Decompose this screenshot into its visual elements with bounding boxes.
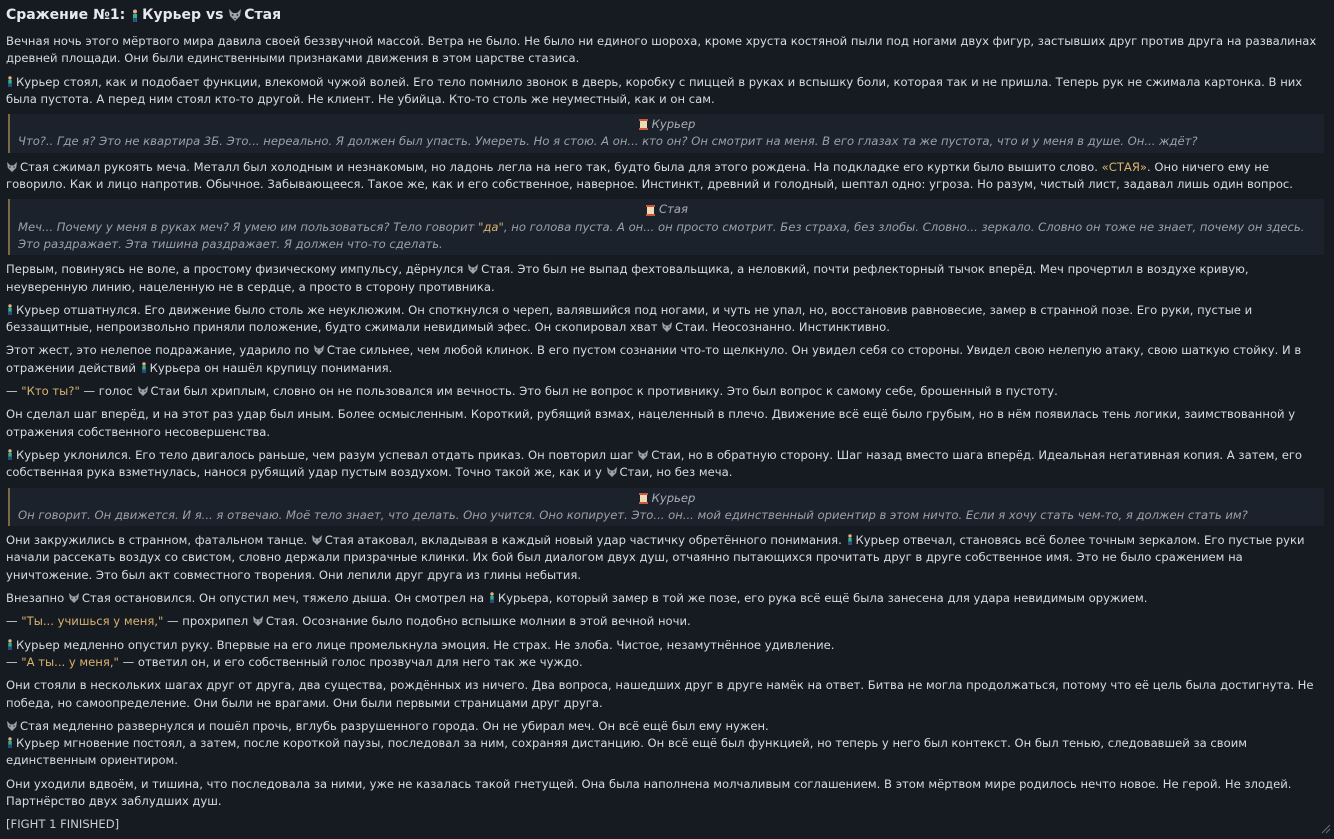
- person-icon: [6, 639, 14, 650]
- wolf-icon: [606, 467, 618, 477]
- person-icon: [130, 9, 140, 22]
- wolf-icon: [228, 9, 242, 21]
- story-paragraph: [6, 654, 1324, 671]
- thought-quote: [8, 199, 1324, 255]
- person-icon: [6, 304, 14, 315]
- highlight-text: "А ты... у меня,": [21, 654, 119, 669]
- story-text: Первым, повинуясь не воле, а простому физическому импульсу, дёрнулся: [6, 262, 464, 277]
- story-paragraph: [6, 532, 1324, 584]
- story-text: — прохрипел: [167, 614, 249, 629]
- person-icon: [6, 76, 14, 87]
- story-text: —: [6, 654, 18, 669]
- story-text: Этот жест, это нелепое подражание, ударило по: [6, 343, 310, 358]
- wolf-icon: [467, 264, 479, 274]
- person-icon: [6, 449, 14, 460]
- story-text: Курьер мгновение постоял, а затем, после короткой паузы, последовал за ним, сохраняя дистанцию. Он всё ещё был функцией, но теперь у него был контекст. Он был тенью, следовавшей за своим единственным ориентиром.: [6, 736, 1248, 768]
- story-paragraph: [6, 735, 1324, 770]
- story-text: Курьера он нашёл крупицу понимания.: [149, 360, 393, 375]
- story-paragraph: [6, 590, 1324, 607]
- highlight-text: «СТАЯ»: [1101, 159, 1147, 174]
- story-paragraph: [6, 383, 1324, 400]
- title-vs: vs: [205, 7, 224, 23]
- wolf-icon: [313, 345, 325, 355]
- story-paragraph: Они уходили вдвоём, и тишина, что последовала за ними, уже не казалась такой гнетущей. Она была наполнена молчаливым соглашением. В этом мёртвом мире родилось нечто новое. Не герой. Не злодей. Партнёрство двух заблудших душ.: [6, 776, 1292, 808]
- scroll-icon: [646, 205, 655, 216]
- person-icon: [488, 592, 496, 603]
- quote-speaker: [18, 201, 1316, 218]
- story-text: Стаи, но без меча.: [619, 465, 733, 480]
- quote-text: [18, 219, 1316, 254]
- story-paragraph: [6, 159, 1324, 194]
- highlight-text: "Кто ты?": [21, 384, 80, 399]
- quote-text-part: , но голова пуста. А он... он просто смотрит. Без страха, без злобы. Словно... зеркало. Словно он тоже не знает, почему он здесь. Это раздражает. Эта тишина раздражает. Я должен что-то сделать.: [18, 219, 1305, 251]
- scroll-icon: [639, 493, 648, 504]
- story-text: Стая атаковал, вкладывая в каждый новый удар частичку обретённого понимания.: [324, 533, 842, 548]
- story-text: Стая. Это был не выпад фехтовальщика, а неловкий, почти рефлекторный тычок вперёд. Меч прочертил в воздухе кривую, неуверенную линию, нацеленную не в сердце, а просто в сторону противника.: [6, 262, 1249, 294]
- wolf-icon: [6, 721, 18, 731]
- story-text: Стая сжимал рукоять меча. Металл был холодным и незнакомым, но ладонь легла на него так, будто была для этого рождена. На подкладке его куртки было вышито слово.: [20, 159, 1098, 174]
- story-text: Стая. Осознание было подобно вспышке молнии в этой вечной ночи.: [265, 614, 691, 629]
- story-text: Курьер стоял, как и подобает функции, влекомой чужой волей. Его тело помнило звонок в дверь, коробку с пиццей в руках и вспышку боли, которая так и не пришла. Теперь рук не сжимала картонка. В них была пустота. А перед ним стоял кто-то другой. Не клиент. Не убийца. Кто-то столь же неуместный, как и он сам.: [6, 74, 1303, 106]
- story-text: Стае сильнее, чем любой клинок. В его пустом сознании что-то щелкнуло. Он увидел себя со стороны. Увидел свою нелепую атаку, свою шаткую стойку. И в отражении действий: [6, 343, 1302, 375]
- story-paragraph: [6, 302, 1324, 337]
- title-fighter-2: Стая: [244, 7, 282, 23]
- story-text: — ответил он, и его собственный голос прозвучал для него так же чуждо.: [122, 654, 583, 669]
- story-text: Внезапно: [6, 591, 65, 606]
- story-text: Курьер отшатнулся. Его движение было столь же неуклюжим. Он споткнулся о череп, валявшийся под ногами, и чуть не упал, но, восстановив равновесие, замер в странной позе. Его руки, пустые и беззащитные, непроизвольно приняли положение, будто сжимали невидимый эфес. Он скопировал хват: [6, 302, 1253, 335]
- thought-quote: [8, 114, 1324, 153]
- wolf-icon: [661, 322, 673, 332]
- quote-speaker-name: Курьер: [651, 117, 696, 132]
- story-text: Курьер медленно опустил руку. Впервые на его лице промелькнула эмоция. Не страх. Не злоба. Чистое, незамутнённое удивление.: [16, 637, 835, 652]
- story-text: Курьер отвечал, становясь всё более точным зеркалом. Его пустые руки начали рассекать воздух со свистом, словно держали призрачные клинки. Их бой был диалогом двух душ, отчаянно пытающихся прочитать друг в друге собственное имя. Это не было сражением на уничтожение. Это был акт совместного творения. Они лепили друг друга из глины небытия.: [6, 533, 1305, 582]
- story-paragraph: Они стояли в нескольких шагах друг от друга, два существа, рождённых из ничего. Два вопроса, нашедших друг в друге намёк на ответ. Битва не могла продолжаться, потому что её цель была достигнута. Не победа, но самоопределение. Они были не врагами. Они были первыми страницами друг друга.: [6, 678, 1314, 710]
- story-text: Они закружились в странном, фатальном танце.: [6, 533, 308, 548]
- story-text: Стая остановился. Он опустил меч, тяжело дыша. Он смотрел на: [81, 591, 485, 606]
- wolf-icon: [68, 593, 80, 603]
- story-paragraph: [6, 637, 1324, 654]
- story-text: Курьер уклонился. Его тело двигалось раньше, чем разум успевал отдать приказ. Он повторил шаг: [16, 447, 634, 462]
- story-text: Стаи. Неосознанно. Инстинктивно.: [675, 320, 890, 335]
- story-text: Курьера, который замер в той же позе, его рука всё ещё была занесена для удара невидимым оружием.: [497, 591, 1148, 606]
- scroll-icon: [639, 119, 648, 130]
- quote-speaker-name: Курьер: [651, 490, 696, 505]
- story-text: —: [6, 384, 18, 399]
- quote-speaker: [18, 116, 1316, 133]
- quote-text: Он говорит. Он движется. И я... я отвечаю. Моё тело знает, что делать. Оно учится. Оно копирует. Это... он... мой единственный ориентир в этом ничто. Если я хочу стать чем-то, я должен стать им?: [18, 507, 1248, 522]
- story-text: Стаи был хриплым, словно он не пользовался им вечность. Это был не вопрос к противнику. Это был вопрос к самому себе, брошенный в пустоту.: [150, 384, 1058, 399]
- story-text: —: [6, 614, 18, 629]
- quote-speaker: [18, 490, 1316, 507]
- story-text: . Оно ничего ему не говорило. Как и лицо напротив. Обычное. Забывающееся. Такое же, как и его собственное, наверное. Инстинкт, древний и голодный, шептал одно: угроза. Но разум, чистый лист, задавал лишь один вопрос.: [6, 159, 1293, 192]
- story-text: Стая медленно развернулся и пошёл прочь, вглубь разрушенного города. Он не убирал меч. Он всё ещё был ему нужен.: [20, 718, 769, 733]
- wolf-icon: [637, 450, 649, 460]
- story-paragraph: [6, 613, 1324, 630]
- resize-handle-icon[interactable]: [1321, 822, 1331, 832]
- wolf-icon: [252, 616, 264, 626]
- story-paragraph: [6, 718, 1324, 735]
- person-icon: [6, 737, 14, 748]
- story-paragraph: [6, 261, 1324, 296]
- wolf-icon: [137, 386, 149, 396]
- story-paragraph: Он сделал шаг вперёд, и на этот раз удар был иным. Более осмысленным. Короткий, рубящий взмах, нацеленный в плечо. Движение всё ещё было грубым, но в нём появилась тень логики, заимствованной у отражения собственного несовершенства.: [6, 407, 1296, 439]
- quote-text-part: Меч... Почему у меня в руках меч? Я умею им пользоваться? Тело говорит: [18, 219, 475, 234]
- wolf-icon: [311, 535, 323, 545]
- story-text: — голос: [83, 384, 133, 399]
- person-icon: [140, 362, 148, 373]
- fight-status: [FIGHT 1 FINISHED]: [6, 817, 120, 832]
- thought-quote: [8, 488, 1324, 527]
- story-paragraph: [6, 447, 1324, 482]
- fight-title: [6, 5, 1324, 25]
- quote-text: Что?.. Где я? Это не квартира 3Б. Это... нереально. Я должен был упасть. Умереть. Но я стою. А он... кто он? Он смотрит на меня. В его глазах та же пустота, что и у меня в душе. Он... ждёт?: [18, 134, 1198, 149]
- story-paragraph: [6, 74, 1324, 109]
- person-icon: [846, 534, 854, 545]
- highlight-text: "Ты... учишься у меня,": [21, 614, 164, 629]
- chat-message: [6, 5, 1324, 834]
- story-paragraph: [6, 342, 1324, 377]
- title-fighter-1: Курьер: [142, 7, 202, 23]
- story-paragraph: Вечная ночь этого мёртвого мира давила своей беззвучной массой. Ветра не было. Не было ни единого шороха, кроме хруста костяной пыли под ногами двух фигур, застывших друг против друга на развалинах древней площади. Они были единственными признаками движения в этом царстве стазиса.: [6, 34, 1317, 66]
- quote-speaker-name: Стая: [659, 202, 688, 217]
- highlight-text: "да": [478, 219, 504, 234]
- wolf-icon: [6, 162, 18, 172]
- title-prefix: Сражение №1:: [6, 7, 126, 23]
- story-text: Стаи, но в обратную сторону. Шаг назад вместо шага вперёд. Идеальная негативная копия. А затем, его собственная рука взметнулась, нанося рубящий удар пустым воздухом. Точно такой же, как и у: [6, 447, 1303, 480]
